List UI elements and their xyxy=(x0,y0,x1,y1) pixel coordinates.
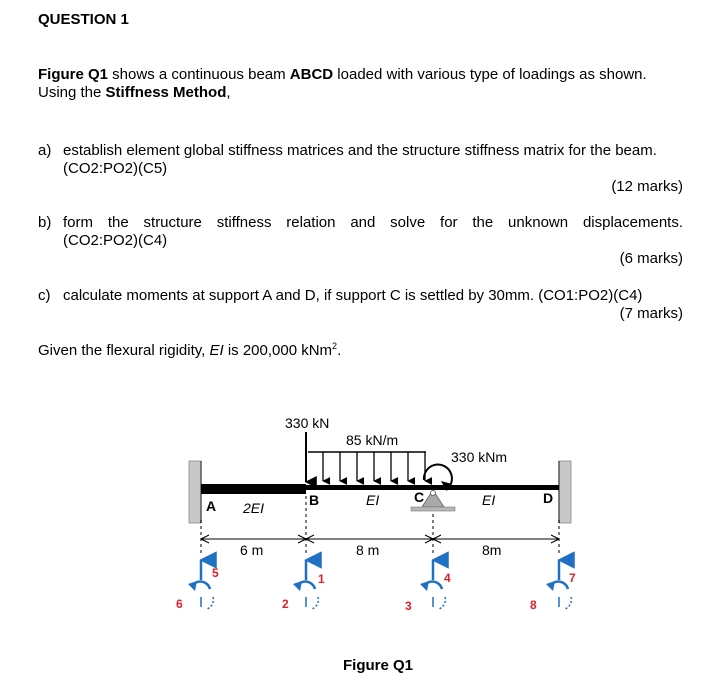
point-load-label: 330 kN xyxy=(285,415,330,431)
part-a-codes: (CO2:PO2)(C5) xyxy=(63,160,168,177)
part-b-text: form the structure stiffness relation and solve for the unknown displacements. xyxy=(63,214,683,231)
intro-text-4: , xyxy=(226,84,231,101)
fixed-support-a xyxy=(189,461,201,523)
dof-label-8: 8 xyxy=(530,598,537,612)
node-label-a: A xyxy=(206,498,217,514)
figure-ref: Figure Q1 xyxy=(38,66,109,83)
part-c-label: c) xyxy=(38,287,51,304)
dof-symbols-d xyxy=(546,560,571,609)
dof-symbols-b xyxy=(293,560,318,609)
given-text-2: is 200,000 kNm xyxy=(223,342,333,359)
method-name: Stiffness Method xyxy=(105,84,227,101)
part-b-codes: (CO2:PO2)(C4) xyxy=(63,232,168,249)
given-text-1: Given the flexural rigidity, xyxy=(38,342,210,359)
intro-text-2: loaded with various type of loadings as shown. xyxy=(333,66,647,83)
given-text-3: . xyxy=(337,342,342,359)
part-c-marks: (7 marks) xyxy=(619,305,683,322)
udl-load xyxy=(308,452,426,481)
node-label-b: B xyxy=(309,492,320,508)
udl-label: 85 kN/m xyxy=(346,432,399,448)
dof-label-1: 1 xyxy=(318,572,325,586)
part-a-marks: (12 marks) xyxy=(611,178,683,195)
figure-caption: Figure Q1 xyxy=(343,657,414,674)
node-label-d: D xyxy=(543,490,554,506)
given-ei: EI xyxy=(209,342,224,359)
given-sup: 2 xyxy=(332,341,338,351)
beam-segment-bd xyxy=(306,485,559,490)
moment-label: 330 kNm xyxy=(451,449,508,465)
dof-label-5: 5 xyxy=(212,566,219,580)
dof-symbols-c xyxy=(420,560,445,609)
dof-label-2: 2 xyxy=(282,597,289,611)
question-heading: QUESTION 1 xyxy=(38,11,129,28)
beam-name: ABCD xyxy=(289,66,334,83)
intro-text-3: Using the xyxy=(38,84,106,101)
part-b-label: b) xyxy=(38,214,52,231)
dof-symbols-a xyxy=(188,560,213,609)
beam-segment-ab xyxy=(201,484,306,494)
span-ab-label: 6 m xyxy=(240,542,264,558)
rigidity-ab: 2EI xyxy=(243,500,265,516)
part-b-marks: (6 marks) xyxy=(619,250,683,267)
rigidity-bc: EI xyxy=(366,492,380,508)
part-a-text: establish element global stiffness matrices and the structure stiffness matrix for the beam. xyxy=(63,142,657,159)
fixed-support-d xyxy=(559,461,571,523)
dof-label-4: 4 xyxy=(444,571,451,585)
dof-label-6: 6 xyxy=(176,597,183,611)
dof-label-7: 7 xyxy=(569,571,576,585)
span-bc-label: 8 m xyxy=(356,542,380,558)
part-a-label: a) xyxy=(38,142,52,159)
dof-label-3: 3 xyxy=(405,599,412,613)
part-c-text: calculate moments at support A and D, if support C is settled by 30mm. (CO1:PO2)(C4) xyxy=(63,287,643,304)
node-label-c: C xyxy=(414,489,425,505)
rigidity-cd: EI xyxy=(482,492,496,508)
span-cd-label: 8m xyxy=(482,542,502,558)
intro-text-1: shows a continuous beam xyxy=(108,66,290,83)
